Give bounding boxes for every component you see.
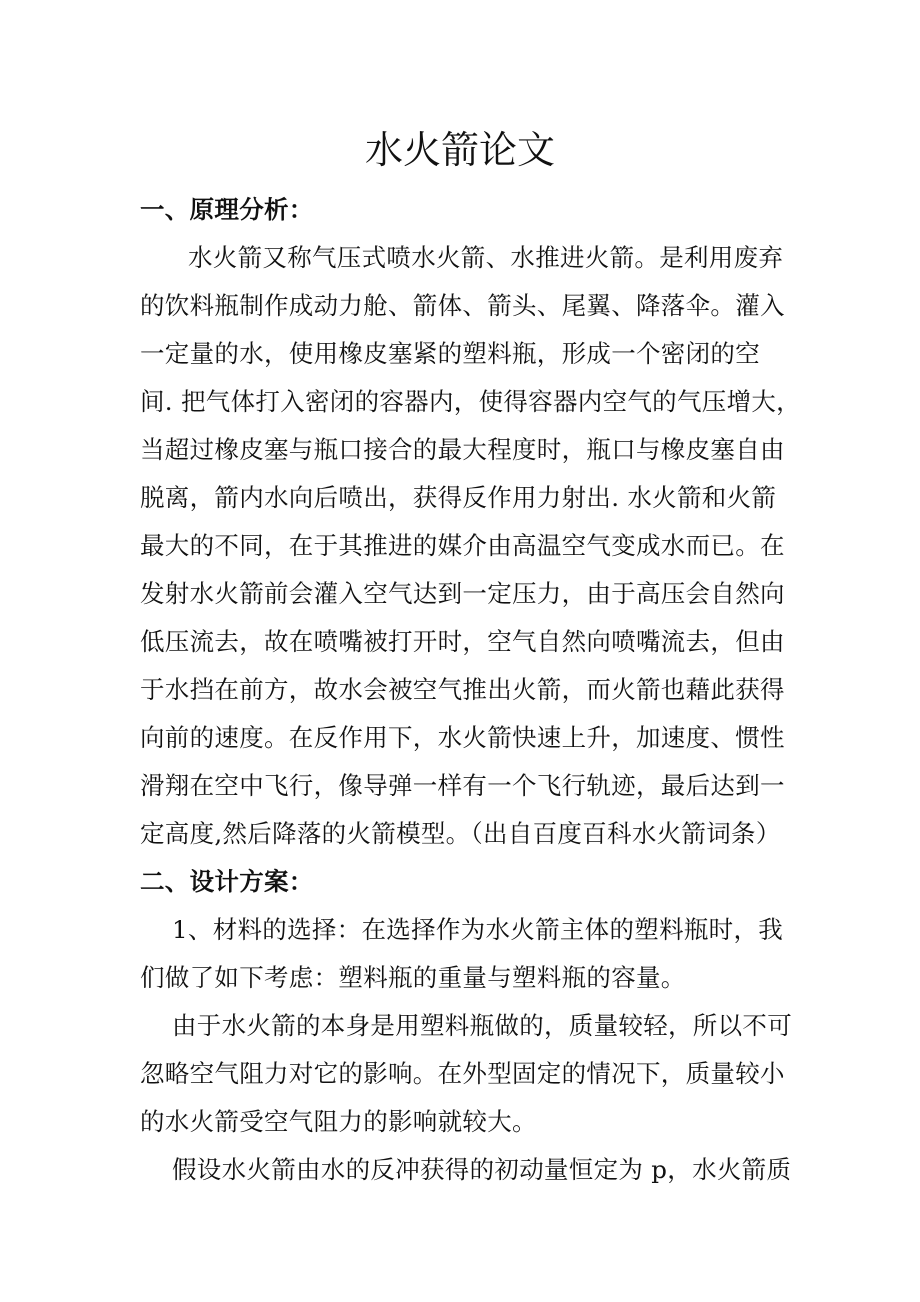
paragraph-line: 于水挡在前方，故水会被空气推出火箭，而火箭也藉此获得 [140, 675, 785, 704]
paragraph-line: 低压流去，故在喷嘴被打开时，空气自然向喷嘴流去，但由 [140, 627, 785, 656]
paragraph-line: 水火箭又称气压式喷水火箭、水推进火箭。是利用废弃 [188, 243, 784, 272]
paragraph-line: 们做了如下考虑：塑料瓶的重量与塑料瓶的容量。 [140, 963, 686, 992]
paragraph-line: 假设水火箭由水的反冲获得的初动量恒定为 p，水火箭质 [172, 1155, 792, 1184]
paragraph-line: 发射水火箭前会灌入空气达到一定压力，由于高压会自然向 [140, 579, 785, 608]
paragraph-line: 向前的速度。在反作用下，水火箭快速上升，加速度、惯性 [140, 723, 785, 752]
section-heading-principle: 一、原理分析： [140, 195, 314, 224]
paragraph-line: 间. 把气体打入密闭的容器内，使得容器内空气的气压增大， [140, 387, 801, 416]
paragraph-line: 1、材料的选择：在选择作为水火箭主体的塑料瓶时，我 [172, 915, 784, 944]
paragraph-line: 当超过橡皮塞与瓶口接合的最大程度时，瓶口与橡皮塞自由 [140, 435, 785, 464]
paragraph-line: 脱离，箭内水向后喷出，获得反作用力射出. 水火箭和火箭 [140, 483, 777, 512]
paragraph-line: 的饮料瓶制作成动力舱、箭体、箭头、尾翼、降落伞。灌入 [140, 291, 785, 320]
section-heading-design: 二、设计方案： [140, 867, 314, 896]
paragraph-line: 定高度,然后降落的火箭模型。（出自百度百科水火箭词条） [140, 819, 781, 848]
document-title: 水火箭论文 [364, 128, 555, 172]
paragraph-line: 的水火箭受空气阻力的影响就较大。 [140, 1107, 537, 1136]
paragraph-line: 滑翔在空中飞行，像导弹一样有一个飞行轨迹，最后达到一 [140, 771, 785, 800]
paragraph-line: 一定量的水，使用橡皮塞紧的塑料瓶，形成一个密闭的空 [140, 339, 760, 368]
paragraph-line: 由于水火箭的本身是用塑料瓶做的，质量较轻，所以不可 [172, 1011, 792, 1040]
paragraph-line: 最大的不同，在于其推进的媒介由高温空气变成水而已。在 [140, 531, 785, 560]
paragraph-line: 忽略空气阻力对它的影响。在外型固定的情况下，质量较小 [140, 1059, 785, 1088]
